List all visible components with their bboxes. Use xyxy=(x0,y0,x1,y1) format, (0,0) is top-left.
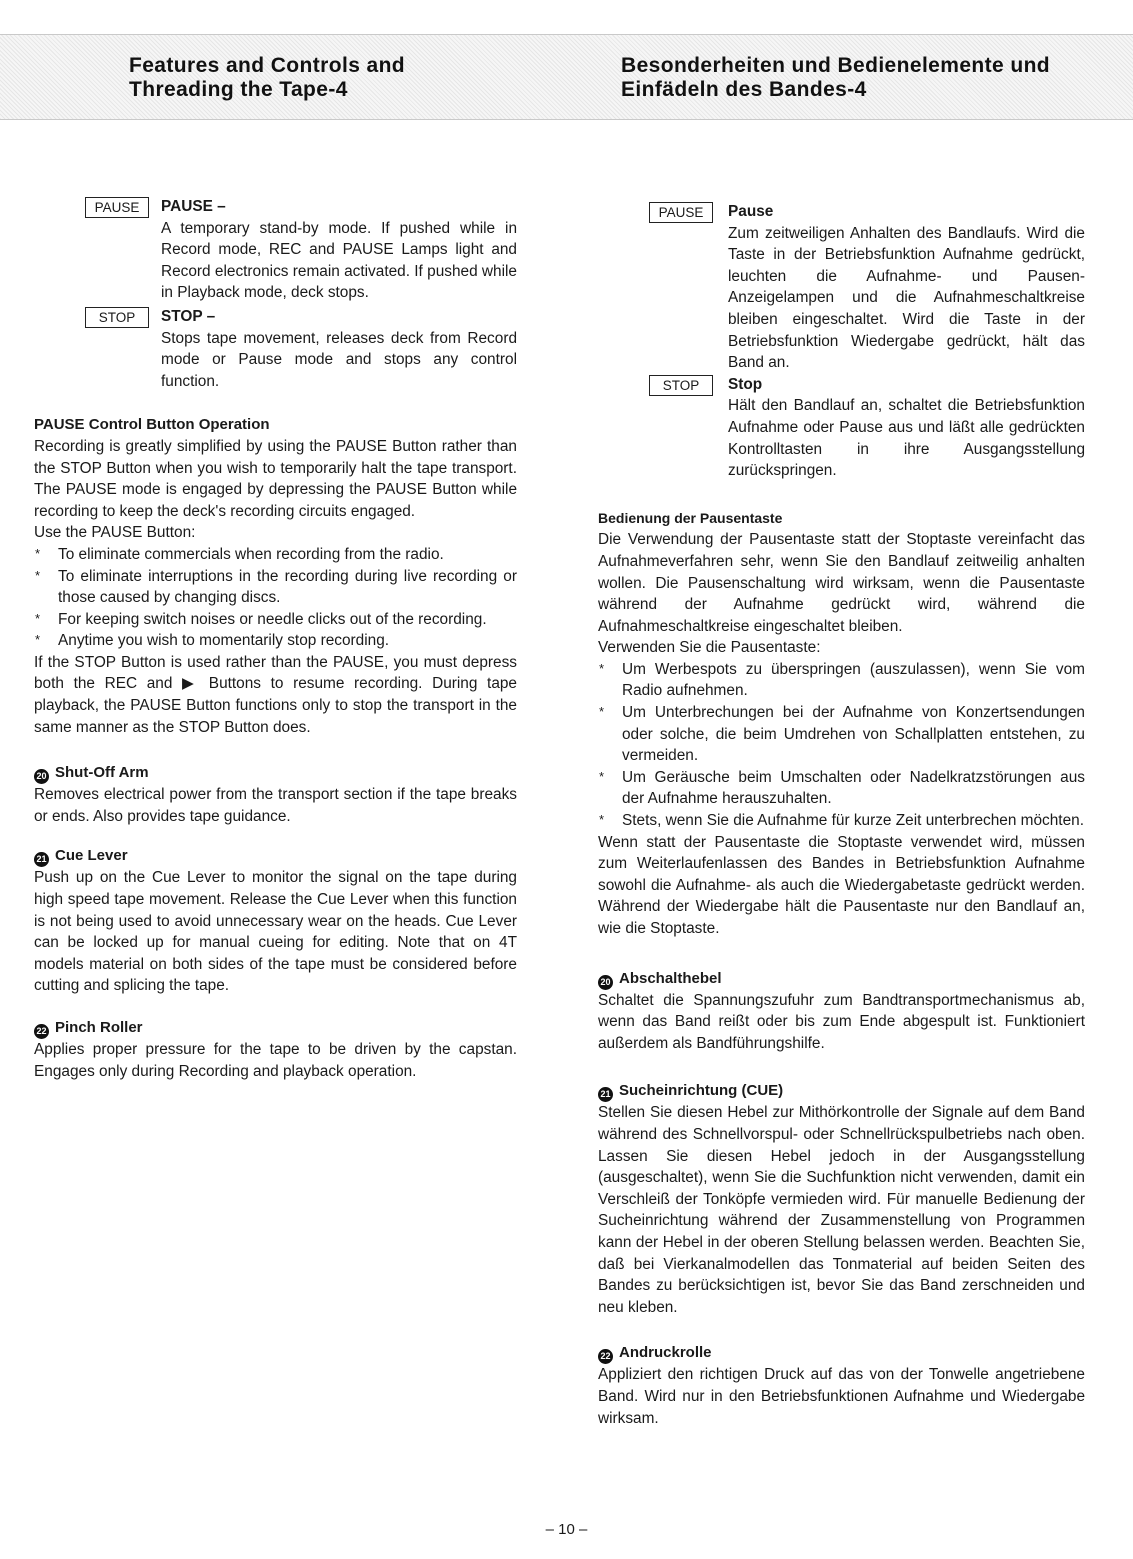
pinch-roller-description: Applies proper pressure for the tape to be driven by the capstan. Engages only during Recording and playback operation. xyxy=(34,1041,517,1080)
pause-use-list-de xyxy=(598,659,1085,832)
pause-operation-body-de: Die Verwendung der Pausentaste statt der Stoptaste vereinfacht das Aufnahmeverfahren sehr, wenn Sie den Bandlauf zeitweilig anhalten wollen. Die Pausenschaltung wird wirksam, wenn die Pausentaste während der Aufnahme gedrückt wird, während die Aufnahmeschaltkreise eingeschaltet bleiben. xyxy=(598,531,1085,635)
header-title-german-line1: Besonderheiten und Bedienelemente und xyxy=(621,54,1051,77)
pinch-roller-section xyxy=(34,1017,517,1082)
number-21-icon: 21 xyxy=(34,852,49,867)
pause-use-intro: Use the PAUSE Button: xyxy=(34,524,196,542)
shutoff-arm-section-de xyxy=(598,968,1085,1055)
shutoff-arm-section xyxy=(34,762,517,827)
cue-lever-description: Push up on the Cue Lever to monitor the signal on the tape during high speed tape movement. Release the Cue Lever when this function is not being used to avoid unnecessary wear on the heads. Cue Lever can be locked up for manual cueing for editing. Note that on 4T models material on both sides of the tape must be considered before cutting and splicing the tape. xyxy=(34,869,517,995)
pause-operation-section-de xyxy=(598,508,1085,940)
pause-key-section-de xyxy=(649,201,1085,374)
pause-key-description-de: Zum zeitweiligen Anhalten des Bandlaufs. Wird die Taste in der Betriebsfunktion Aufnahme gedrückt, leuchten die Aufnahme- und Pausen-Anzeigelampen und die Aufnahmeschaltkreise bleiben eingeschaltet. Wird die Taste in der Betriebsfunktion Wiedergabe gedrückt, hält das Band an. xyxy=(728,224,1085,372)
header-title-german-line2: Einfädeln des Bandes-4 xyxy=(621,78,867,101)
pinch-roller-title: Pinch Roller xyxy=(55,1019,143,1036)
pause-key-box-de: PAUSE xyxy=(649,202,713,223)
number-20-icon: 20 xyxy=(598,975,613,990)
list-item: * Um Werbespots zu überspringen (auszulassen), wenn Sie vom Radio aufnehmen. xyxy=(598,659,1085,702)
cue-title-de: Sucheinrichtung (CUE) xyxy=(619,1082,784,1100)
list-item: * Um Unterbrechungen bei der Aufnahme von Konzertsendungen oder solche, die beim Umdrehen von Schallplatten entstehen, zu vermeiden. xyxy=(598,702,1085,767)
shutoff-arm-description-de: Schaltet die Spannungszufuhr zum Bandtransportmechanismus ab, wenn das Band reißt oder bis zum Ende abgespult ist. Funktioniert außerdem als Bandführungshilfe. xyxy=(598,991,1085,1052)
pause-operation-title-de: Bedienung der Pausentaste xyxy=(598,509,783,526)
stop-key-section xyxy=(85,306,517,392)
header-title-english xyxy=(129,54,405,102)
number-22-icon: 22 xyxy=(598,1349,613,1364)
shutoff-arm-title-de: Abschalthebel xyxy=(619,969,722,987)
stop-key-title: STOP – xyxy=(161,307,216,325)
pause-operation-body: Recording is greatly simplified by using the PAUSE Button rather than the STOP Button when you wish to temporarily halt the tape transport. The PAUSE mode is engaged by depressing the PAUSE Button while recording to keep the deck's recording circuits engaged. xyxy=(34,437,517,520)
number-21-icon: 21 xyxy=(598,1087,613,1102)
shutoff-arm-title: Shut-Off Arm xyxy=(55,764,149,782)
stop-key-box-de: STOP xyxy=(649,375,713,396)
pause-key-description: A temporary stand-by mode. If pushed while in Record mode, REC and PAUSE Lamps light and Record electronics remain activated. If pushed while in Playback mode, deck stops. xyxy=(161,219,517,302)
stop-key-description: Stops tape movement, releases deck from Record mode or Pause mode and stops any control function. xyxy=(161,329,517,390)
page-number: – 10 – xyxy=(545,1521,588,1538)
number-22-icon: 22 xyxy=(34,1024,49,1039)
stop-key-box: STOP xyxy=(85,307,149,328)
pause-operation-note-de: Wenn statt der Pausentaste die Stoptaste verwendet wird, müssen zum Weiterlaufenlassen des Bandes in Betriebsfunktion Aufnahme sowohl die Aufnahme- als auch die Wiedergabetaste gedrückt werden. Während der Wiedergabe hält die Pausentaste nur den Bandlauf an, wie die Stoptaste. xyxy=(598,833,1085,937)
list-item: * Um Geräusche beim Umschalten oder Nadelkratzstörungen aus der Aufnahme herauszuhalten. xyxy=(598,767,1085,810)
pause-operation-title: PAUSE Control Button Operation xyxy=(34,416,270,434)
stop-key-description-de: Hält den Bandlauf an, schaltet die Betriebsfunktion Aufnahme oder Pause aus und läßt alle gedrückten Kontrolltasten in ihre Ausgangsstellung zurückspringen. xyxy=(728,397,1085,480)
shutoff-arm-description: Removes electrical power from the transport section if the tape breaks or ends. Also provides tape guidance. xyxy=(34,786,517,825)
pause-operation-note: If the STOP Button is used rather than the PAUSE, you must depress both the REC and ▶ Buttons to resume recording. During tape playback, the PAUSE Button functions only to stop the transport in the same manner as the STOP Button does. xyxy=(34,653,517,736)
list-item: * To eliminate interruptions in the recording during live recording or those caused by changing discs. xyxy=(34,566,517,609)
german-column xyxy=(598,201,1085,1429)
cue-description-de: Stellen Sie diesen Hebel zur Mithörkontrolle der Signale auf dem Band während des Schnellvorspul- oder Schnellrückspulbetriebs nach oben. Lassen Sie diesen Hebel jedoch in der Ausgangsstellung (ausgeschaltet), wenn Sie die Suchfunktion nicht verwenden, damit ein Verschleiß der Tonköpfe vermieden wird. Für manuelle Bedienung der Sucheinrichtung während der Zusammenstellung von Programmen kann der Hebel in der oberen Stellung belassen werden. Beachten Sie, daß bei Vierkanalmodellen das Tonmaterial auf beiden Seiten des Bandes zu berücksichtigen ist, bevor Sie das Band zerschneiden und neu kleben. xyxy=(598,1104,1085,1316)
pause-key-title-de: Pause xyxy=(728,203,774,220)
cue-section-de xyxy=(598,1080,1085,1318)
pause-key-box: PAUSE xyxy=(85,197,149,218)
pinch-roller-section-de xyxy=(598,1342,1085,1429)
pinch-roller-description-de: Appliziert den richtigen Druck auf das von der Tonwelle angetriebene Band. Wird nur in den Betriebsfunktionen Aufnahme und Wiedergabe wirksam. xyxy=(598,1366,1085,1427)
header-title-english-line1: Features and Controls and xyxy=(129,54,406,77)
pause-operation-section xyxy=(34,414,517,738)
pause-use-list xyxy=(34,544,517,652)
cue-lever-title: Cue Lever xyxy=(55,847,128,865)
header-title-english-line2: Threading the Tape-4 xyxy=(129,78,348,101)
header-title-german xyxy=(621,54,1050,102)
pause-key-section xyxy=(85,196,517,304)
pinch-roller-title-de: Andruckrolle xyxy=(619,1344,712,1362)
pause-key-title: PAUSE – xyxy=(161,198,226,215)
list-item: * For keeping switch noises or needle clicks out of the recording. xyxy=(34,609,517,631)
list-item: * To eliminate commercials when recording from the radio. xyxy=(34,544,517,566)
english-column xyxy=(34,196,517,1082)
list-item: * Stets, wenn Sie die Aufnahme für kurze Zeit unterbrechen möchten. xyxy=(598,810,1085,832)
cue-lever-section xyxy=(34,845,517,997)
number-20-icon: 20 xyxy=(34,769,49,784)
stop-key-title-de: Stop xyxy=(728,375,763,393)
stop-key-section-de xyxy=(649,374,1085,482)
list-item: * Anytime you wish to momentarily stop recording. xyxy=(34,630,517,652)
pause-use-intro-de: Verwenden Sie die Pausentaste: xyxy=(598,639,821,657)
